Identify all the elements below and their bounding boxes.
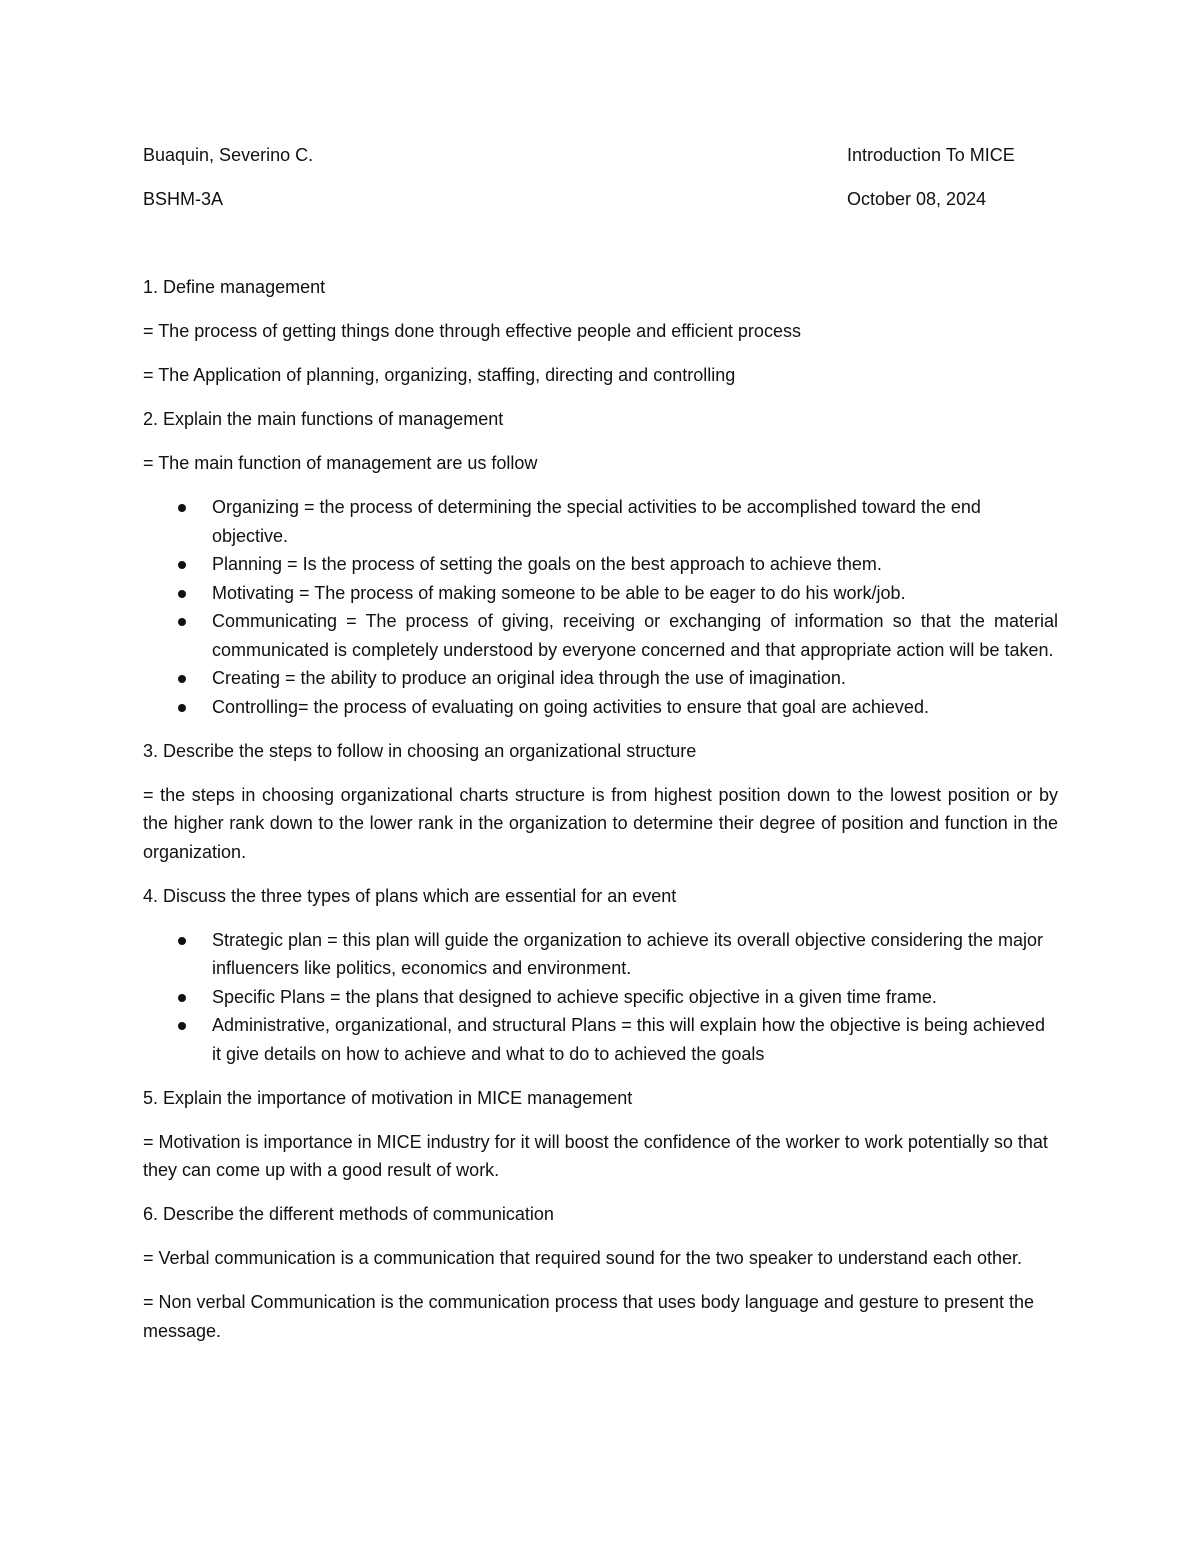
bullet-icon <box>178 704 186 712</box>
answer-6-a: = Verbal communication is a communication that required sound for the two speaker to understand each other. <box>143 1248 1023 1268</box>
answer-5: = Motivation is importance in MICE industry for it will boost the confidence of the worker to work potentially so that they can come up with a good result of work. <box>143 1131 1048 1180</box>
student-section: BSHM-3A <box>143 189 224 209</box>
question-3: 3. Describe the steps to follow in choosing an organizational structure <box>143 740 697 761</box>
management-functions-list <box>143 493 1058 721</box>
bullet-icon <box>178 1022 186 1030</box>
student-name: Buaquin, Severino C. <box>143 145 314 165</box>
header-row-2 <box>143 185 1058 213</box>
list-item: Controlling= the process of evaluating on going activities to ensure that goal are achieved. <box>143 693 1058 722</box>
bullet-icon <box>178 561 186 569</box>
answer-1-b: = The Application of planning, organizing, staffing, directing and controlling <box>143 365 736 385</box>
answer-3: = the steps in choosing organizational charts structure is from highest position down to the lowest position or by the higher rank down to the lower rank in the organization to determine their degree of position and function in the organization. <box>143 784 1058 862</box>
bullet-icon <box>178 675 186 683</box>
bullet-icon <box>178 504 186 512</box>
answer-6-b: = Non verbal Communication is the communication process that uses body language and gesture to present the message. <box>143 1292 1035 1341</box>
list-item: Strategic plan = this plan will guide the organization to achieve its overall objective considering the major influencers like politics, economics and environment. <box>143 926 1058 983</box>
list-item: Administrative, organizational, and structural Plans = this will explain how the objective is being achieved it give details on how to achieve and what to do to achieved the goals <box>143 1011 1058 1068</box>
question-2: 2. Explain the main functions of management <box>143 409 504 429</box>
plan-types-list <box>143 926 1058 1069</box>
bullet-icon <box>178 590 186 598</box>
header-spacer <box>143 229 1058 273</box>
answer-1-a: = The process of getting things done through effective people and efficient process <box>143 321 801 341</box>
question-6: 6. Describe the different methods of communication <box>143 1204 554 1224</box>
list-item: Communicating = The process of giving, receiving or exchanging of information so that the material communicated is completely understood by everyone concerned and that appropriate action will be taken. <box>143 607 1058 664</box>
question-5: 5. Explain the importance of motivation in MICE management <box>143 1087 633 1108</box>
list-item: Specific Plans = the plans that designed to achieve specific objective in a given time frame. <box>143 983 1058 1012</box>
document-date: October 08, 2024 <box>847 189 987 209</box>
question-4: 4. Discuss the three types of plans which are essential for an event <box>143 885 677 906</box>
bullet-icon <box>178 937 186 945</box>
list-item: Creating = the ability to produce an original idea through the use of imagination. <box>143 664 1058 693</box>
answer-2-intro: = The main function of management are us follow <box>143 453 538 473</box>
header-row-1 <box>143 141 1058 169</box>
bullet-icon <box>178 618 186 626</box>
question-1: 1. Define management <box>143 277 326 297</box>
course-title: Introduction To MICE <box>847 145 1015 165</box>
bullet-icon <box>178 994 186 1002</box>
list-item: Motivating = The process of making someone to be able to be eager to do his work/job. <box>143 579 1058 608</box>
document-body <box>143 141 1058 1361</box>
list-item: Organizing = the process of determining the special activities to be accomplished toward the end objective. <box>143 493 1058 550</box>
list-item: Planning = Is the process of setting the goals on the best approach to achieve them. <box>143 550 1058 579</box>
